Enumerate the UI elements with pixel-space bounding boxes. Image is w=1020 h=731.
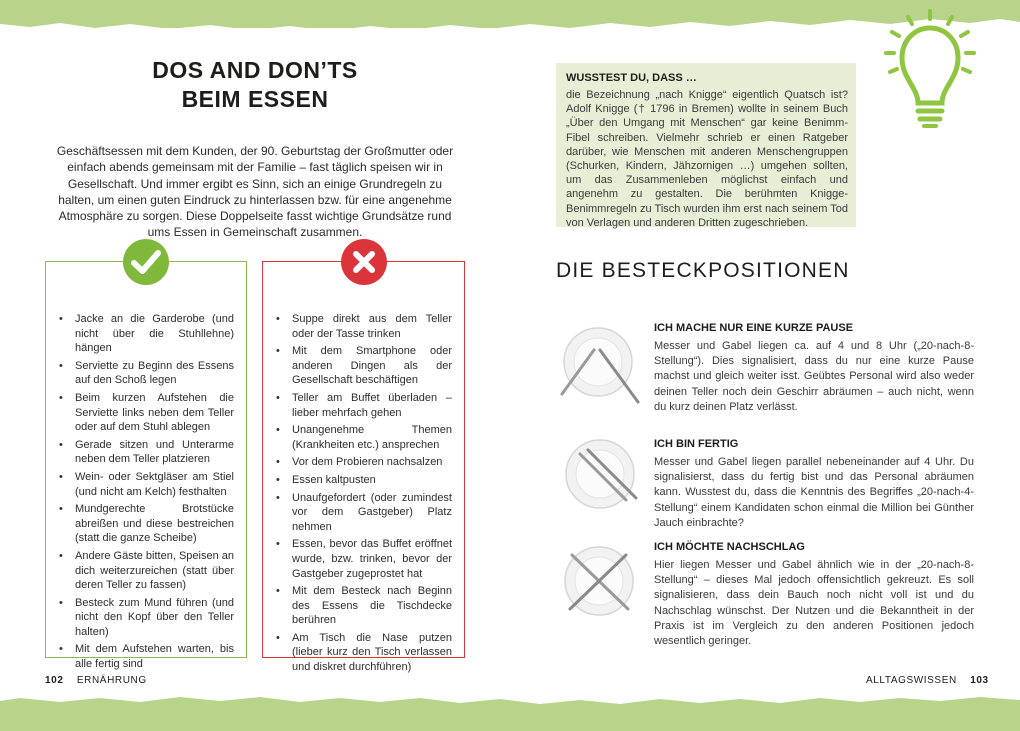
dos-item: • Wein- oder Sektgläser am Stiel (und nicht am Kelch) festhalten bbox=[59, 470, 234, 499]
dos-item: • Besteck zum Mund führen (und nicht den Kopf über den Teller halten) bbox=[59, 596, 234, 640]
checkmark-icon bbox=[123, 239, 169, 285]
section-subtitle: DIE BESTECKPOSITIONEN bbox=[556, 259, 850, 282]
lightbulb-icon bbox=[880, 8, 980, 130]
torn-edge-top bbox=[0, 14, 1020, 54]
left-page-number: 102 bbox=[45, 675, 64, 686]
torn-edge-bottom bbox=[0, 694, 1020, 708]
info-heading: WUSSTEST DU, DASS … bbox=[566, 72, 697, 84]
right-section-label: ALLTAGSWISSEN bbox=[866, 675, 957, 686]
donts-item: • Unaufgefordert (oder zumindest vor dem Gastgeber) Platz nehmen bbox=[276, 491, 452, 535]
title-line-2: BEIM ESSEN bbox=[181, 86, 329, 112]
right-page-footer bbox=[866, 675, 989, 686]
position-heading: ICH MÖCHTE NACHSCHLAG bbox=[654, 541, 805, 553]
position-text: Messer und Gabel liegen parallel nebeneinander auf 4 Uhr. Du signalisierst, dass du fertig bist und das Personal abräumen kann. Wusstest du, dass die Kenntnis des Begriffes „20-nach-4-Stellung“ einem Kandidaten schon einmal die Million bei Günther Jauch einbrachte? bbox=[654, 456, 974, 529]
bottom-decorative-band bbox=[0, 694, 1020, 731]
dos-item: • Jacke an die Garderobe (und nicht über die Stuhllehne) hängen bbox=[59, 312, 234, 356]
plate-pause-icon bbox=[556, 322, 646, 412]
title-line-1: DOS AND DON’TS bbox=[152, 57, 358, 83]
dos-item: • Mit dem Aufstehen warten, bis alle fertig sind bbox=[59, 642, 234, 671]
dos-item: • Mundgerechte Brotstücke abreißen und diese bestreichen (statt die ganze Scheibe) bbox=[59, 502, 234, 546]
dos-item: • Serviette zu Beginn des Essens auf den Schoß legen bbox=[59, 359, 234, 388]
position-text: Hier liegen Messer und Gabel ähnlich wie in der „20-nach-8-Stellung“ – dieses Mal jedoch offensichtlich gekreuzt. Es soll signalisieren, dass dein Bauch noch nicht voll ist und du Nachschlag wünschst. Der Nutzen und die Bekanntheit in der Praxis ist im Vergleich zu den anderen Positionen jedoch wesentlich geringer. bbox=[654, 559, 974, 648]
top-decorative-band bbox=[0, 0, 1020, 28]
donts-item: • Unangenehme Themen (Krankheiten etc.) ansprechen bbox=[276, 423, 452, 452]
left-page-footer bbox=[45, 675, 147, 686]
intro-paragraph: Geschäftsessen mit dem Kunden, der 90. Geburtstag der Großmutter oder einfach abends gemeinsam mit der Familie – fast täglich speisen wir in Gesellschaft. Und immer ergibt es Sinn, sich an einige Grundregeln zu halten, um einen guten Eindruck zu hinterlassen bzw. für eine angenehme Atmosphäre zu sorgen. Diese Doppelseite fasst wichtige Grundsätze rund ums Essen in Gemeinschaft zusammen. bbox=[56, 144, 454, 240]
right-page-number: 103 bbox=[970, 675, 989, 686]
left-section-label: ERNÄHRUNG bbox=[76, 675, 147, 686]
info-text: die Bezeichnung „nach Knigge“ eigentlich Quatsch ist? Adolf Knigge († 1796 in Bremen) wollte in seinem Buch „Über den Umgang mit Menschen“ gar keine Benimm-Fibel schreiben. Vielmehr schrieb er einen Ratgeber darüber, wie Menschen mit anderen Menschengruppen (Schurken, Kindern, Jähzornigen …) umgehen sollten, um das Zusammenleben möglichst einfach und angenehm zu gestalten. Die berühmten Knigge-Benimmregeln zu Tisch wurden ihm erst nach seinem Tod von Verlagen und anderen Dritten zugeschrieben. bbox=[566, 89, 848, 229]
donts-list bbox=[276, 312, 452, 678]
donts-item: • Mit dem Besteck nach Beginn des Essens die Tischdecke berühren bbox=[276, 584, 452, 628]
position-heading: ICH BIN FERTIG bbox=[654, 438, 739, 450]
donts-item: • Am Tisch die Nase putzen (lieber kurz den Tisch verlassen und diskret durchführen) bbox=[276, 631, 452, 675]
plate-second-helping-icon bbox=[556, 541, 646, 631]
plate-finished-icon bbox=[556, 438, 646, 528]
donts-item: • Teller am Buffet überladen – lieber mehrfach gehen bbox=[276, 391, 452, 420]
cross-icon bbox=[341, 239, 387, 285]
dos-box bbox=[45, 261, 247, 671]
donts-box bbox=[262, 261, 465, 674]
position-heading: ICH MACHE NUR EINE KURZE PAUSE bbox=[654, 322, 854, 334]
donts-item: • Mit dem Smartphone oder anderen Dingen als der Gesellschaft beschäftigen bbox=[276, 344, 452, 388]
donts-item: • Essen, bevor das Buffet eröffnet wurde, bzw. trinken, bevor der Gastgeber zugeprostet hat bbox=[276, 537, 452, 581]
donts-item: • Suppe direkt aus dem Teller oder der Tasse trinken bbox=[276, 312, 452, 341]
dos-list bbox=[59, 312, 234, 675]
position-text: Messer und Gabel liegen ca. auf 4 und 8 Uhr („20-nach-8-Stellung“). Dies signalisiert, dass du nur eine kurze Pause machst und gleich weiter isst. Geübtes Personal wird also weder deinen Teller noch dein Geschirr abräumen – auch nicht, wenn du kurz deinen Platz verlässt. bbox=[654, 340, 974, 413]
donts-item: • Essen kaltpusten bbox=[276, 473, 452, 488]
dos-item: • Gerade sitzen und Unterarme neben dem Teller platzieren bbox=[59, 438, 234, 467]
dos-item: • Andere Gäste bitten, Speisen an dich weiterzureichen (statt über deren Teller zu fassen) bbox=[59, 549, 234, 593]
dos-item: • Beim kurzen Aufstehen die Serviette links neben dem Teller oder auf dem Stuhl ablegen bbox=[59, 391, 234, 435]
donts-item: • Vor dem Probieren nachsalzen bbox=[276, 455, 452, 470]
info-box bbox=[556, 63, 856, 227]
page-title bbox=[130, 56, 380, 114]
